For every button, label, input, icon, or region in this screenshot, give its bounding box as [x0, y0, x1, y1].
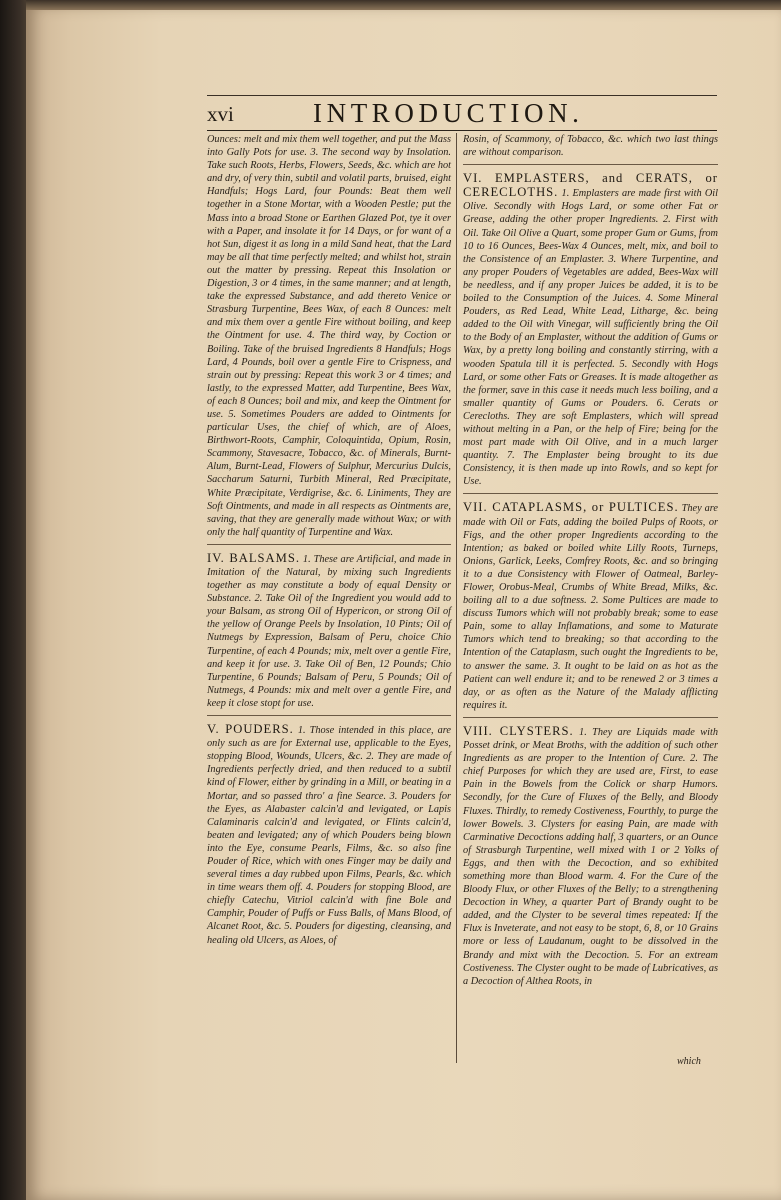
section-heading-clysters: VIII. CLYSTERS.: [463, 723, 574, 738]
section-text-pouders: 1. Those intended in this place, are only such as are for External use, applicable to the Eyes, stopping Blood, Wounds, Ulcers, &c. 2. They are made of Ingredients perfectly dried, and then reduced to a subtil kind of Flower, either by grinding in a Mill, or beating in a Mortar, and so passed thro' a fine Searce. 3. Pouders for the Eyes, as Alabaster calcin'd and levigated, or Lapis Calaminaris calcin'd and levigated, or Flints calcin'd, beaten and levigated; any of which Pouders being blown into the Eye, consume Pearls, Films, &c. so also fine Pouder of Rice, which with ones Finger may be daily and several times a day rubbed upon Films, Pearls, &c. which in time wears them off. 4. Pouders for stopping Blood, are chiefly Catechu, Vitriol calcin'd with fine Bole and Camphir, Pouder of Puffs or Fuss Balls, of Mans Blood, of Alcanet Root, &c. 5. Pouders for digesting, cleansing, and healing old Ulcers, as Aloes, of: [207, 725, 451, 946]
page-top-edge: [26, 0, 781, 10]
running-title: INTRODUCTION.: [313, 98, 584, 128]
catchword: which: [677, 1056, 701, 1067]
section-heading-cataplasms: VII. CATAPLASMS, or PULTICES.: [463, 500, 679, 515]
section-divider: [207, 715, 451, 716]
section-pouders: [207, 723, 451, 947]
section-divider: [463, 164, 718, 165]
pouders-continued-text: Rosin, of Scammony, of Tobacco, &c. which two last things are without comparison.: [463, 134, 718, 159]
page-number: xvi: [207, 102, 234, 126]
section-text-clysters: 1. They are Liquids made with Posset drink, or Meat Broths, with the addition of such other Ingredients as are proper to the Intention of Cure. 2. The chief Purposes for which they are used are, First, to ease Pain in the Bowels from the Colick or sharp Humors. Secondly, for the Cure of Fluxes of the Belly, and Bloody Fluxes. Thirdly, to remedy Costiveness, Fourthly, to purge the lower Bowels. 3. Clysters for easing Pain, are made with Carminative Decoctions adding half, 3 quarters, or an Ounce of Strasburgh Turpentine, well mixed with 1 or 2 Yolks of Eggs, and then with the Decoction, and so exhibited something more than Blood warm. 4. For the Cure of the Bloody Flux, or other Fluxes of the Belly; to a strengthening Decoction in Whey, a quarter Part of Brandy ought to be added, and the Clyster to be several times repeated: If the Flux is Inveterate, and not easy to be stopt, 6, 8, or 10 Grains more or less of Laudanum, ought to be dissolved in the Brandy and mixt with the Decoction. 5. For an extream Costiveness. The Clyster ought to be made of Lubricatives, as a Decoction of Althea Roots, in: [463, 726, 718, 987]
section-text-balsams: 1. These are Artificial, and made in Imitation of the Natural, by mixing such Ingredients together as may constitute a body of equal Density or Substance. 2. Take Oil of the Ingredient you would add to your Balsam, as strong Oil of Hypericon, or strong Oil of the yellow of Orange Peels by Insolation, 10 Pints; Oil of Nutmegs by Expression, Balsam of Peru, choice Chio Turpentine, of each 4 Pounds; mix, melt over a gentle Fire, and keep it for use. 3. Take Oil of Ben, 12 Pounds; Chio Turpentine, 6 Pounds; Balsam of Peru, 5 Pounds; Oil of Nutmegs, 4 Pounds: mix and melt over a gentle Fire, and keep it close stopt for use.: [207, 553, 451, 709]
section-heading-emplasters: VI. EMPLASTERS, and CERATS, or CERECLOTHS.: [463, 171, 718, 200]
right-column: [463, 133, 718, 992]
section-clysters: [463, 725, 718, 988]
section-cataplasms: [463, 501, 718, 712]
section-emplasters: [463, 172, 718, 488]
section-divider: [207, 544, 451, 545]
section-text-emplasters: 1. Emplasters are made first with Oil Olive. Secondly with Hogs Lard, or some other Fat or Grease, adding the other proper Ingredients. 2. First with Oil. Take Oil Olive a Quart, some proper Gum or Gums, from 10 to 16 Ounces, Bees-Wax 4 Ounces, melt, mix, and boil to the Consistence of an Emplaster. 3. Where Turpentine, and any proper Pouders of Vegetables are added, Bees-Wax will be needless, and if any proper Juices be added, it is to be boiled to the Consumption of the Juices. 4. Some Mineral Pouders, as Red Lead, White Lead, Litharge, &c. being added to the Oil with Vinegar, will sufficiently bring the Oil to the Body of an Emplaster, without the addition of Gums or Wax, by a pretty long boiling and constantly stirring, with a wooden Spatula till it is perfected. 5. Secondly with Hogs Lard, or some other Fats or Greases. It is made altogether as the former, save in this case it needs much less boiling, and a smaller quantity of Gums or Pouders. 6. Cerats or Cerecloths. They are soft Emplasters, which will spread without melting in a Pan, or the help of Fire; being for the most part made with Oil Olive, and in a much larger quantity. 7. The Emplaster being brought to its due Consistency, it is then made up into Rowls, and so kept for Use.: [463, 188, 718, 488]
section-heading-pouders: V. POUDERS.: [207, 722, 294, 737]
column-divider: [456, 133, 457, 1063]
section-divider: [463, 493, 718, 494]
section-balsams: [207, 552, 451, 710]
left-column: [207, 133, 451, 951]
section-text-cataplasms: They are made with Oil or Fats, adding the boiled Pulps of Roots, or Figs, and the other proper Ingredients according to the Intention; as baked or boiled white Lilly Roots, Turneps, Onions, Garlick, Leeks, Comfrey Roots, &c. and so bringing it to a due Consistency with Flower of Oatmeal, Barley-Flower, Orobus-Meal, Crumbs of White Bread, Milks, &c. boiling all to a due softness. 2. Some Pultices are made to discuss Tumors which will not probably break; some to ease Pain, some to allay Inflamations, and some to Maturate Tumors which tend to breaking; so that according to the Intention of the Cataplasm, such ought the Ingredients to be, to answer the same. 3. It ought to be laid on as hot as the Patient can well endure it; and to be renewed 2 or 3 times a day, or as often as the Nature of the Malady afflicting requires it.: [463, 503, 718, 711]
section-heading-balsams: IV. BALSAMS.: [207, 550, 300, 565]
ointments-continued-text: Ounces: melt and mix them well together, and put the Mass into Gally Pots for use. 3. The second way by Insolation. Take such Roots, Herbs, Flowers, Seeds, &c. which are hot and dry, of very thin, subtil and volatil parts, bruised, eight Handfuls; Hogs Lard, four Pounds: Beat them well together in a Stone Mortar, with a Wooden Pestle; put the Mass into a broad Stone or Earthen Glazed Pot, tye it over with a Paper, and insolate it for 14 Days, or for want of a hot Sun, digest it as long in a mild Sand heat, that the Lard may be all that time perfectly melted; and whilst hot, strain out the matter by pressing. Repeat this Insolation or Digestion, 3 or 4 times, in the same manner; and at length, take the expressed Substance, and add thereto Venice or Strasburg Turpentine, Bees Wax, of each 8 Ounces: melt and mix them over a gentle Fire without boiling, and keep the Ointment for use. 4. The third way, by Coction or Boiling. Take of the bruised Ingredients 8 Handfuls; Hogs Lard, 4 Pounds, boil over a gentle Fire to Crispness, and strain out by pressing: Repeat this work 3 or 4 times; and lastly, to the expressed Matter, add Turpentine, Bees Wax, of each 8 Ounces; boil and mix, and keep the Ointment for use. 5. Sometimes Pouders are added to Ointments for particular Uses, the chief of which, are of Aloes, Birthwort-Roots, Camphir, Coloquintida, Opium, Rosin, Scammony, Stavesacre, Tobacco, &c. of Minerals, Burnt-Alum, Burnt-Lead, Flowers of Sulphur, Mercurius Dulcis, Saccharum Saturni, Turbith Mineral, Red Præcipitate, White Præcipitate, Verdigrise, &c. 6. Liniments, They are Soft Ointments, and made in all respects as Ointments are, saving, that they are generally made without Wax; or with only the half quantity of Turpentine and Wax.: [207, 134, 451, 538]
page-header: [207, 96, 717, 131]
section-divider: [463, 717, 718, 718]
